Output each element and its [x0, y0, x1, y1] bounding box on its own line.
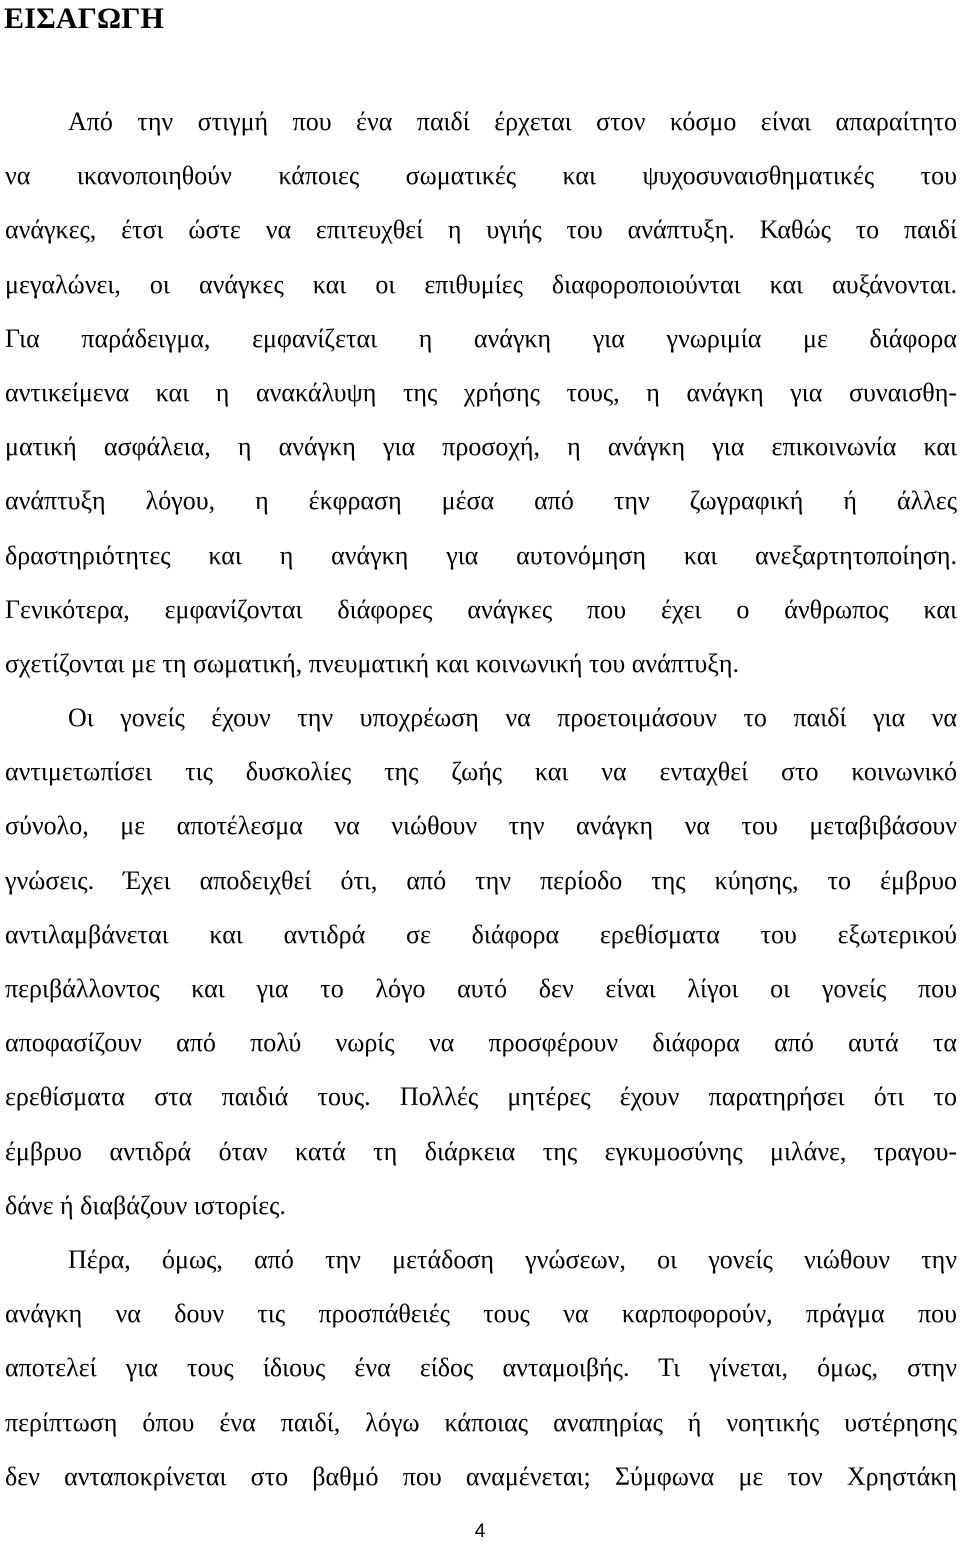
text-line: δραστηριότητες και η ανάγκη για αυτονόμηση και ανεξαρτητοποίηση. [5, 540, 957, 570]
page-number: 4 [474, 1521, 486, 1542]
text-line: Από την στιγμή που ένα παιδί έρχεται στον κόσμο είναι απαραίτητο [68, 107, 957, 136]
text-line: δάνε ή διαβάζουν ιστορίες. [5, 1190, 286, 1220]
text-line: αποτελεί για τους ίδιους ένα είδος ανταμοιβής. Τι γίνεται, όμως, στην [5, 1353, 957, 1383]
text-line: ανάπτυξη λόγου, η έκφραση μέσα από την ζωγραφική ή άλλες [5, 486, 957, 516]
body-text [5, 95, 957, 1504]
text-line: ανάγκες, έτσι ώστε να επιτευχθεί η υγιής του ανάπτυξη. Καθώς το παιδί [5, 215, 957, 245]
text-line: ερεθίσματα στα παιδιά τους. Πολλές μητέρες έχουν παρατηρήσει ότι το [5, 1082, 957, 1112]
text-line: να ικανοποιηθούν κάποιες σωματικές και ψυχοσυναισθηματικές του [5, 161, 957, 191]
text-line: σύνολο, με αποτέλεσμα να νιώθουν την ανάγκη να του μεταβιβάσουν [5, 811, 957, 841]
section-heading: ΕΙΣΑΓΩΓΗ [4, 2, 165, 35]
text-line: Οι γονείς έχουν την υποχρέωση να προετοιμάσουν το παιδί για να [68, 703, 957, 733]
text-line: ματική ασφάλεια, η ανάγκη για προσοχή, η ανάγκη για επικοινωνία και [5, 432, 957, 462]
text-line: αντιλαμβάνεται και αντιδρά σε διάφορα ερεθίσματα του εξωτερικού [5, 919, 957, 949]
text-line: περίπτωση όπου ένα παιδί, λόγω κάποιας αναπηρίας ή νοητικής υστέρησης [5, 1407, 957, 1437]
text-line: σχετίζονται με τη σωματική, πνευματική και κοινωνική του ανάπτυξη. [5, 648, 739, 678]
text-line: αντιμετωπίσει τις δυσκολίες της ζωής και να ενταχθεί στο κοινωνικό [5, 757, 957, 787]
text-line: αντικείμενα και η ανακάλυψη της χρήσης τους, η ανάγκη για συναισθη- [5, 377, 957, 407]
text-line: γνώσεις. Έχει αποδειχθεί ότι, από την περίοδο της κύησης, το έμβρυο [5, 865, 957, 895]
text-line: έμβρυο αντιδρά όταν κατά τη διάρκεια της εγκυμοσύνης μιλάνε, τραγου- [5, 1136, 957, 1166]
text-line: Για παράδειγμα, εμφανίζεται η ανάγκη για γνωριμία με διάφορα [5, 323, 957, 353]
text-line: ανάγκη να δουν τις προσπάθειές τους να καρποφορούν, πράγμα που [5, 1299, 957, 1329]
text-line: περιβάλλοντος και για το λόγο αυτό δεν είναι λίγοι οι γονείς που [5, 974, 957, 1003]
text-line: Πέρα, όμως, από την μετάδοση γνώσεων, οι γονείς νιώθουν την [68, 1244, 957, 1274]
text-line: Γενικότερα, εμφανίζονται διάφορες ανάγκες που έχει ο άνθρωπος και [5, 594, 957, 624]
text-line: μεγαλώνει, οι ανάγκες και οι επιθυμίες διαφοροποιούνται και αυξάνονται. [5, 269, 957, 299]
text-line: δεν ανταποκρίνεται στο βαθμό που αναμένεται; Σύμφωνα με τον Χρηστάκη [5, 1461, 957, 1491]
text-line: αποφασίζουν από πολύ νωρίς να προσφέρουν διάφορα από αυτά τα [5, 1028, 957, 1058]
